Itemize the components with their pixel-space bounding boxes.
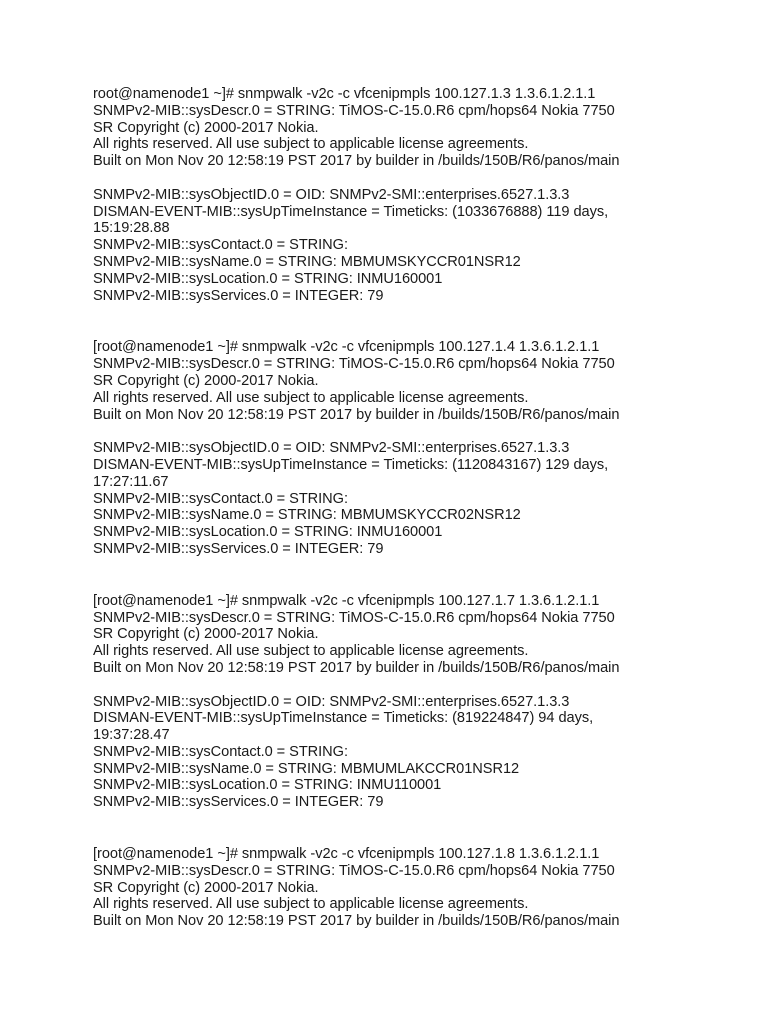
command-and-description [93,846,753,930]
text-line: Built on Mon Nov 20 12:58:19 PST 2017 by builder in /builds/150B/R6/panos/main [93,913,620,930]
text-line: DISMAN-EVENT-MIB::sysUpTimeInstance = Timeticks: (1033676888) 119 days, [93,203,609,220]
command-and-description [93,593,753,677]
text-line: All rights reserved. All use subject to applicable license agreements. [93,389,529,406]
text-line: SNMPv2-MIB::sysDescr.0 = STRING: TiMOS-C-15.0.R6 cpm/hops64 Nokia 7750 [93,102,615,119]
text-line: SNMPv2-MIB::sysObjectID.0 = OID: SNMPv2-SMI::enterprises.6527.1.3.3 [93,693,570,710]
text-line: All rights reserved. All use subject to applicable license agreements. [93,643,529,660]
snmpwalk-output-block-4 [93,846,753,930]
text-line: SNMPv2-MIB::sysServices.0 = INTEGER: 79 [93,287,384,304]
text-line: SNMPv2-MIB::sysDescr.0 = STRING: TiMOS-C-15.0.R6 cpm/hops64 Nokia 7750 [93,862,615,879]
command-and-description [93,86,753,170]
snmpwalk-output-block-3 [93,593,753,811]
text-line: Built on Mon Nov 20 12:58:19 PST 2017 by builder in /builds/150B/R6/panos/main [93,406,620,423]
system-details [93,440,753,558]
text-line: SNMPv2-MIB::sysName.0 = STRING: MBMUMLAKCCR01NSR12 [93,760,520,777]
text-line: SNMPv2-MIB::sysLocation.0 = STRING: INMU110001 [93,777,442,794]
document-page [93,86,753,930]
text-line: SNMPv2-MIB::sysServices.0 = INTEGER: 79 [93,540,384,557]
command-line: [root@namenode1 ~]# snmpwalk -v2c -c vfcenipmpls 100.127.1.8 1.3.6.1.2.1.1 [93,846,600,863]
text-line: 17:27:11.67 [93,473,169,490]
text-line: SR Copyright (c) 2000-2017 Nokia. [93,879,319,896]
snmpwalk-output-block-2 [93,339,753,557]
text-line: 19:37:28.47 [93,727,170,744]
text-line: Built on Mon Nov 20 12:58:19 PST 2017 by builder in /builds/150B/R6/panos/main [93,153,620,170]
text-line: SNMPv2-MIB::sysServices.0 = INTEGER: 79 [93,794,384,811]
text-line: SNMPv2-MIB::sysDescr.0 = STRING: TiMOS-C-15.0.R6 cpm/hops64 Nokia 7750 [93,356,615,373]
text-line: SNMPv2-MIB::sysObjectID.0 = OID: SNMPv2-SMI::enterprises.6527.1.3.3 [93,186,570,203]
text-line: SNMPv2-MIB::sysContact.0 = STRING: [93,490,348,507]
command-line: root@namenode1 ~]# snmpwalk -v2c -c vfcenipmpls 100.127.1.3 1.3.6.1.2.1.1 [93,86,596,102]
text-line: SNMPv2-MIB::sysLocation.0 = STRING: INMU160001 [93,270,443,287]
text-line: 15:19:28.88 [93,220,170,237]
text-line: SNMPv2-MIB::sysDescr.0 = STRING: TiMOS-C-15.0.R6 cpm/hops64 Nokia 7750 [93,609,615,626]
text-line: SNMPv2-MIB::sysContact.0 = STRING: [93,743,348,760]
text-line: SNMPv2-MIB::sysName.0 = STRING: MBMUMSKYCCR02NSR12 [93,507,521,524]
text-line: SNMPv2-MIB::sysObjectID.0 = OID: SNMPv2-SMI::enterprises.6527.1.3.3 [93,440,570,457]
snmpwalk-output-block-1 [93,86,753,304]
command-and-description [93,339,753,423]
text-line: All rights reserved. All use subject to applicable license agreements. [93,136,529,153]
text-line: Built on Mon Nov 20 12:58:19 PST 2017 by builder in /builds/150B/R6/panos/main [93,659,620,676]
text-line: DISMAN-EVENT-MIB::sysUpTimeInstance = Timeticks: (819224847) 94 days, [93,710,594,727]
text-line: All rights reserved. All use subject to applicable license agreements. [93,896,529,913]
command-line: [root@namenode1 ~]# snmpwalk -v2c -c vfcenipmpls 100.127.1.4 1.3.6.1.2.1.1 [93,339,600,356]
system-details [93,694,753,812]
text-line: SR Copyright (c) 2000-2017 Nokia. [93,626,319,643]
text-line: SNMPv2-MIB::sysLocation.0 = STRING: INMU160001 [93,524,443,541]
system-details [93,187,753,305]
text-line: DISMAN-EVENT-MIB::sysUpTimeInstance = Timeticks: (1120843167) 129 days, [93,456,609,473]
text-line: SR Copyright (c) 2000-2017 Nokia. [93,119,319,136]
text-line: SR Copyright (c) 2000-2017 Nokia. [93,372,319,389]
command-line: [root@namenode1 ~]# snmpwalk -v2c -c vfcenipmpls 100.127.1.7 1.3.6.1.2.1.1 [93,592,600,609]
text-line: SNMPv2-MIB::sysContact.0 = STRING: [93,237,348,254]
text-line: SNMPv2-MIB::sysName.0 = STRING: MBMUMSKYCCR01NSR12 [93,253,521,270]
